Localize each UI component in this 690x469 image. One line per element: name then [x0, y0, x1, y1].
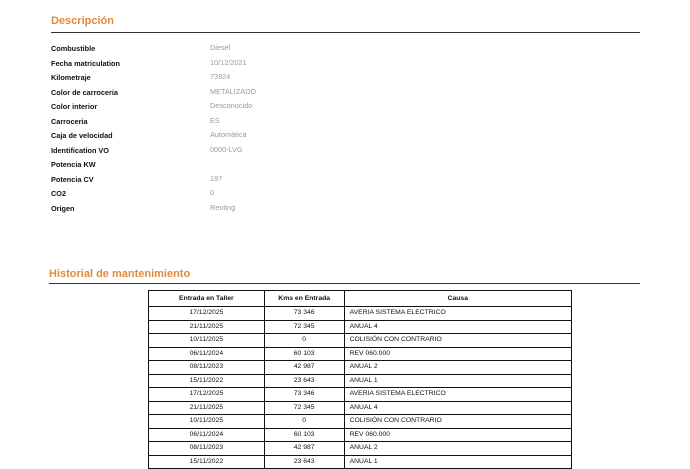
table-row: [149, 428, 572, 442]
spec-value: Automática: [210, 130, 247, 139]
table-row: [149, 415, 572, 429]
spec-value: 0: [210, 188, 215, 197]
cell-date: 10/11/2025: [149, 415, 265, 429]
spec-label: Color de carroceria: [51, 87, 118, 97]
spec-row: [51, 88, 451, 103]
cell-kms: 0: [264, 334, 344, 348]
cell-date: 10/11/2025: [149, 334, 265, 348]
spec-label: Caja de velocidad: [51, 131, 113, 140]
spec-label: Potencia CV: [51, 174, 94, 184]
spec-row: [51, 146, 451, 161]
spec-row: [51, 44, 451, 59]
table-row: [149, 347, 572, 361]
spec-value: ES: [210, 115, 220, 125]
maintenance-table: [148, 290, 572, 469]
cut-off-heading: [50, 0, 210, 2]
cell-kms: 42 987: [264, 442, 344, 456]
spec-label: Origen: [51, 203, 75, 213]
spec-row: [51, 204, 451, 219]
spec-label: Combustible: [51, 44, 96, 53]
maintenance-divider: [49, 283, 640, 284]
table-row: [149, 334, 572, 348]
spec-label: Carroceria: [51, 116, 88, 126]
cell-cause: REV 060.000: [344, 347, 571, 361]
spec-list: [51, 44, 451, 218]
cell-date: 06/11/2024: [149, 428, 265, 442]
table-row: [149, 388, 572, 402]
cell-date: 17/12/2025: [149, 388, 265, 402]
column-header-date: Entrada en Taller: [149, 291, 265, 307]
cell-kms: 23 643: [264, 455, 344, 469]
cell-cause: ANUAL 1: [344, 455, 571, 469]
spec-value: 0000-LVG: [210, 144, 243, 154]
cell-date: 08/11/2023: [149, 361, 265, 375]
cell-kms: 0: [264, 415, 344, 429]
cell-date: 17/12/2025: [149, 307, 265, 321]
cell-kms: 60 103: [264, 347, 344, 361]
table-row: [149, 307, 572, 321]
maintenance-title: Historial de mantenimiento: [49, 268, 191, 280]
cell-date: 15/11/2022: [149, 374, 265, 388]
spec-value: Diesel: [210, 43, 231, 52]
cell-kms: 73 346: [264, 307, 344, 321]
spec-label: Fecha matriculation: [51, 58, 120, 68]
cell-cause: AVERIA SISTEMA ELECTRICO: [344, 307, 571, 321]
description-title: Descripción: [51, 15, 114, 27]
table-row: [149, 320, 572, 334]
spec-label: Kilometraje: [51, 73, 91, 82]
cell-kms: 60 103: [264, 428, 344, 442]
spec-value: 73924: [210, 72, 231, 81]
cell-cause: ANUAL 2: [344, 361, 571, 375]
spec-value: Renting: [210, 202, 236, 212]
cell-cause: ANUAL 4: [344, 401, 571, 415]
column-header-cause: Causa: [344, 291, 571, 307]
spec-row: [51, 102, 451, 117]
table-row: [149, 361, 572, 375]
column-header-kms: Kms en Entrada: [264, 291, 344, 307]
cell-kms: 72 345: [264, 401, 344, 415]
cell-kms: 73 346: [264, 388, 344, 402]
table-row: [149, 401, 572, 415]
spec-value: 197: [210, 173, 223, 183]
cell-cause: ANUAL 4: [344, 320, 571, 334]
table-header-row: [149, 291, 572, 307]
cell-date: 21/11/2025: [149, 320, 265, 334]
cell-cause: REV 060.000: [344, 428, 571, 442]
table-row: [149, 455, 572, 469]
spec-row: [51, 175, 451, 190]
spec-value: METALIZADO: [210, 86, 257, 96]
spec-label: Identification VO: [51, 145, 109, 155]
spec-row: [51, 189, 451, 204]
spec-row: [51, 131, 451, 146]
cell-date: 21/11/2025: [149, 401, 265, 415]
spec-row: [51, 117, 451, 132]
cell-date: 08/11/2023: [149, 442, 265, 456]
spec-row: [51, 160, 451, 175]
spec-label: Potencia KW: [51, 160, 96, 169]
cell-cause: COLISIÓN CON CONTRARIO: [344, 334, 571, 348]
cell-cause: AVERIA SISTEMA ELECTRICO: [344, 388, 571, 402]
cell-cause: COLISIÓN CON CONTRARIO: [344, 415, 571, 429]
description-divider: [51, 32, 640, 33]
cell-kms: 23 643: [264, 374, 344, 388]
cell-kms: 72 345: [264, 320, 344, 334]
table-row: [149, 374, 572, 388]
spec-value: 10/12/2021: [210, 57, 247, 67]
spec-label: Color interior: [51, 102, 98, 111]
cell-kms: 42 987: [264, 361, 344, 375]
spec-label: CO2: [51, 189, 67, 198]
cell-cause: ANUAL 1: [344, 374, 571, 388]
cell-date: 06/11/2024: [149, 347, 265, 361]
spec-row: [51, 73, 451, 88]
cell-cause: ANUAL 2: [344, 442, 571, 456]
cell-date: 15/11/2022: [149, 455, 265, 469]
table-row: [149, 442, 572, 456]
spec-row: [51, 59, 451, 74]
spec-value: Desconocido: [210, 101, 253, 110]
